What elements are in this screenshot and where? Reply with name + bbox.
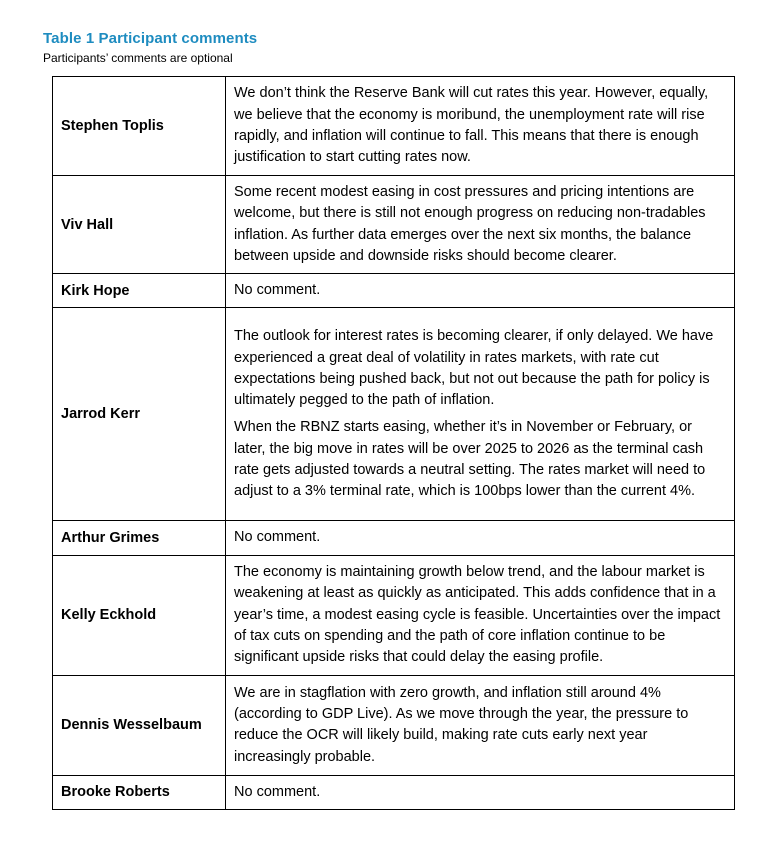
participant-comment (226, 675, 735, 775)
participant-comment (226, 555, 735, 675)
table-caption-subtitle: Participants’ comments are optional (43, 51, 233, 65)
participant-name: Brooke Roberts (53, 775, 226, 809)
participant-comment (226, 521, 735, 555)
comment-paragraph: The economy is maintaining growth below trend, and the labour market is weakening at least as quickly as anticipated. This adds confidence that in a year’s time, a modest easing cycle is feasible. Uncertainties over the impact of tax cuts on spending and the path of core inflation continue to be significant upside risks that could delay the easing profile. (234, 564, 721, 666)
comment-paragraph: No comment. (234, 783, 321, 800)
table-row (53, 555, 735, 675)
table-row (53, 308, 735, 521)
table-row (53, 77, 735, 176)
participant-comment (226, 775, 735, 809)
participant-comment (226, 274, 735, 308)
participant-name: Dennis Wesselbaum (53, 675, 226, 775)
participant-comment (226, 77, 735, 176)
comment-paragraph: The outlook for interest rates is becoming clearer, if only delayed. We have experienced a great deal of volatility in rates markets, with rate cut expectations being pushed back, but not out because the path for policy is ultimately pegged to the path of inflation. (234, 328, 714, 409)
participant-name: Kirk Hope (53, 274, 226, 308)
participant-name: Jarrod Kerr (53, 308, 226, 521)
participant-name: Viv Hall (53, 176, 226, 274)
comment-paragraph: Some recent modest easing in cost pressures and pricing intentions are welcome, but there is still not enough progress on reducing non-tradables inflation. As further data emerges over the next six months, the balance between upside and downside risks should become clearer. (234, 184, 706, 264)
participant-comment (226, 308, 735, 521)
table-row (53, 274, 735, 308)
table-row (53, 521, 735, 555)
comment-paragraph: When the RBNZ starts easing, whether it’s in November or February, or later, the big move in rates will be over 2025 to 2026 as the terminal cash rate gets adjusted towards a neutral setting. The rates market will need to adjust to a 3% terminal rate, which is 100bps lower than the current 4%. (234, 419, 706, 500)
comment-paragraph: We are in stagflation with zero growth, and inflation still around 4% (according to GDP Live). As we move through the year, the pressure to reduce the OCR will likely build, making rate cuts early next year increasingly probable. (234, 684, 689, 765)
table-caption-title: Table 1 Participant comments (43, 30, 258, 47)
comment-paragraph: We don’t think the Reserve Bank will cut rates this year. However, equally, we believe that the economy is moribund, the unemployment rate will rise rapidly, and inflation will continue to fall. This means that there is enough justification to start cutting rates now. (234, 85, 709, 166)
participant-comments-table (52, 76, 735, 810)
comment-paragraph: No comment. (234, 529, 321, 546)
participant-comment (226, 176, 735, 274)
participant-name: Kelly Eckhold (53, 555, 226, 675)
table-row (53, 675, 735, 775)
participant-name: Stephen Toplis (53, 77, 226, 176)
participant-name: Arthur Grimes (53, 521, 226, 555)
comment-paragraph: No comment. (234, 282, 321, 299)
table-row (53, 176, 735, 274)
table-row (53, 775, 735, 809)
